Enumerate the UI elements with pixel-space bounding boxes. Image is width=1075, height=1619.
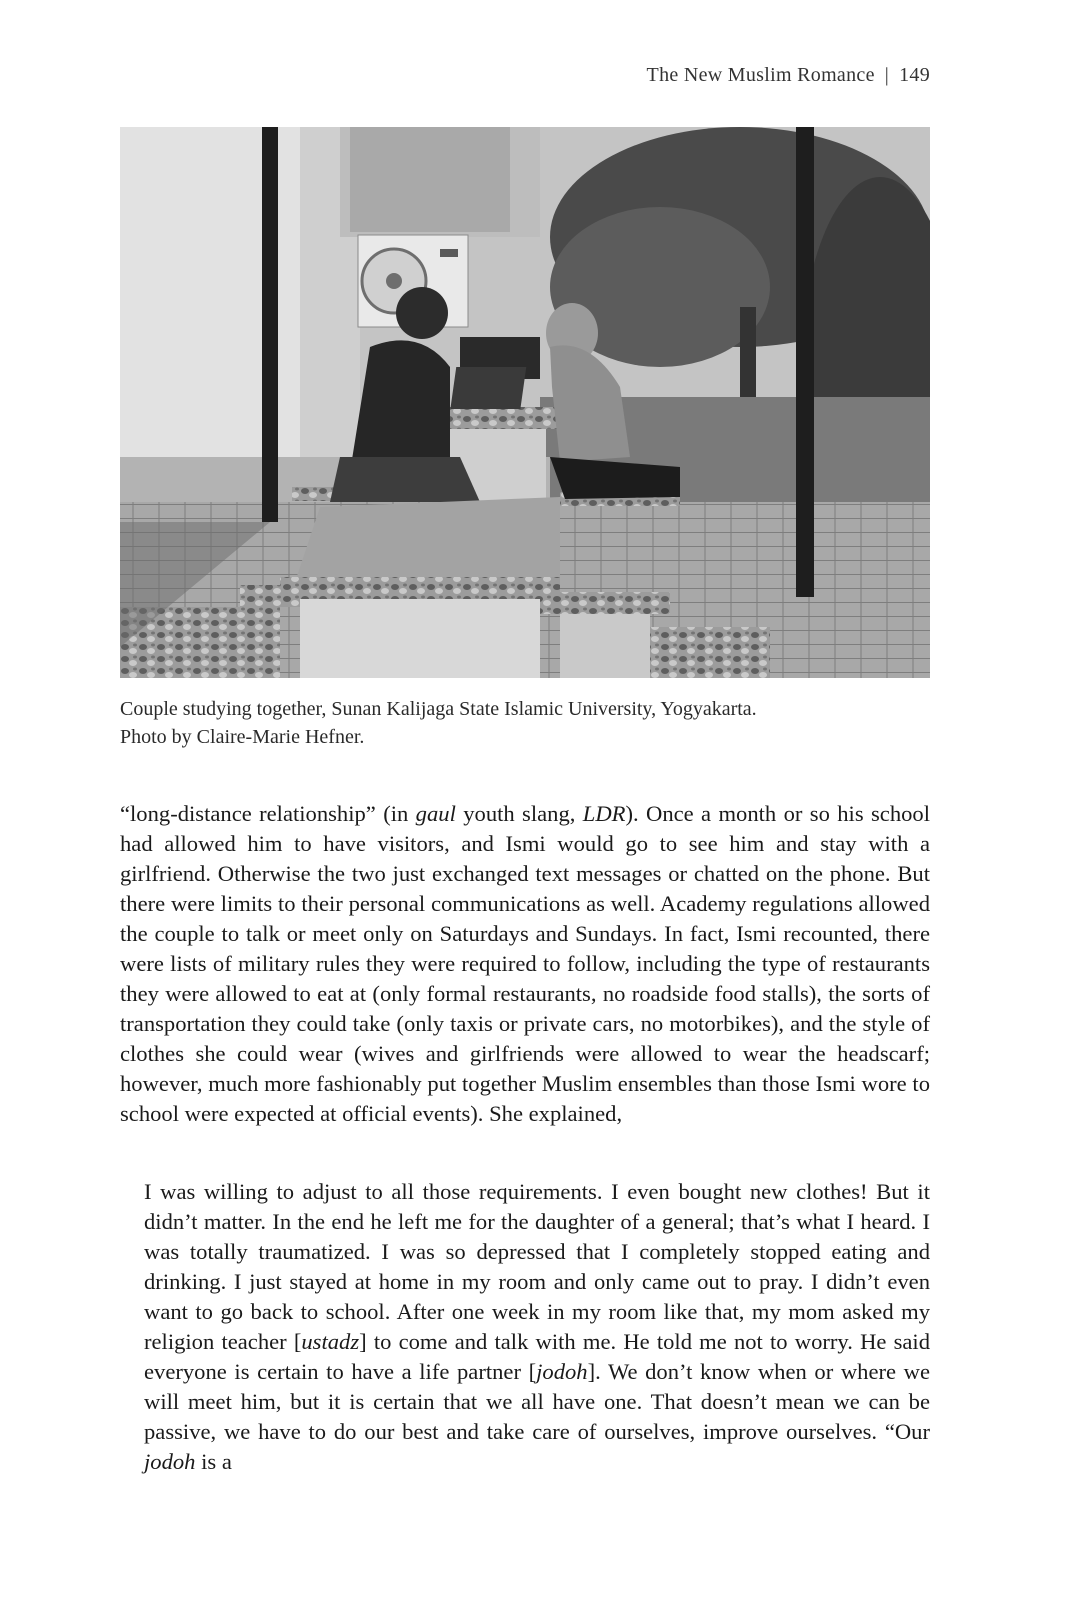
body-paragraph bbox=[120, 799, 930, 1129]
quote-text bbox=[144, 1177, 930, 1477]
italic-term: ustadz bbox=[301, 1329, 360, 1354]
figure-caption bbox=[120, 695, 930, 751]
block-quote bbox=[144, 1177, 930, 1477]
text-run: ). Once a month or so his bbox=[625, 801, 864, 826]
photo-credit: Photo by Claire-Marie Hefner. bbox=[120, 726, 365, 748]
italic-term: jodoh bbox=[144, 1449, 196, 1474]
italic-term: jodoh bbox=[536, 1359, 588, 1384]
running-head bbox=[120, 64, 930, 87]
italic-term: LDR bbox=[582, 801, 626, 826]
text-run: “long-distance relationship” (in bbox=[120, 801, 416, 826]
text-run: ] to come and talk with me. He told me not to worry. He said everyone is certain to have a life partner [ bbox=[144, 1329, 930, 1384]
italic-term: gaul bbox=[415, 801, 456, 826]
running-head-title: The New Muslim Romance bbox=[646, 64, 875, 86]
text-run: youth slang, bbox=[455, 801, 583, 826]
text-run: ]. We don’t know when or where we will meet him, but it is certain that we all have one. That doesn’t mean we can be passive, we have to do our best and take care of ourselves, improve ourselves. “Our bbox=[144, 1359, 931, 1444]
photo bbox=[120, 127, 930, 678]
paragraph-text bbox=[120, 799, 930, 1129]
photo-illustration bbox=[120, 127, 930, 678]
text-run: I was willing to adjust to all those requirements. I even bought new clothes! But it didn’t matter. In the end he left me for the daughter of a general; that’s what I heard. I was totally traumatized. I was so depressed that I completely stopped eating and drinking. I just stayed at home in my room and only came out to pray. I didn’t even want to go back to school. After one week in my room like that, my mom asked my religion teacher [ bbox=[144, 1179, 930, 1354]
running-head-separator: | bbox=[884, 64, 890, 86]
page-number: 149 bbox=[899, 64, 930, 86]
text-run: is a bbox=[195, 1449, 232, 1474]
text-run: school had allowed him to have visitors, and Ismi would go to see him and stay with a girlfriend. Otherwise the two just exchanged text messages or chatted on the phone. But there were limits to their personal communications as well. Academy regulations allowed the couple to talk or meet only on Saturdays and Sundays. In fact, Ismi recounted, there were lists of military rules they were required to follow, including the type of restaurants they were allowed to eat at (only formal restaurants, no roadside food stalls), the sorts of transportation they could take (only taxis or private cars, no motorbikes), and the style of clothes she could wear (wives and girlfriends were allowed to wear the headscarf; however, much more fashionably put together Muslim ensembles than those Ismi wore to school were expected at official events). She explained, bbox=[120, 801, 930, 1126]
caption-line: Couple studying together, Sunan Kalijaga State Islamic University, Yogyakarta. bbox=[120, 698, 757, 720]
